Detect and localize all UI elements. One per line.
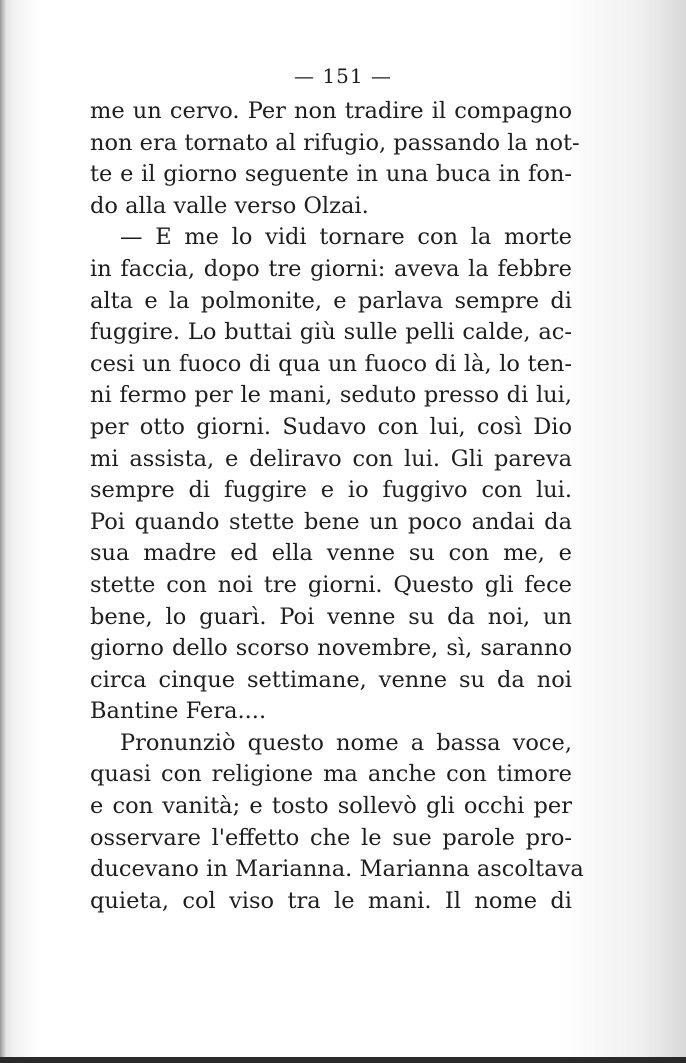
text-line: ni fermo per le mani, seduto presso di lui,	[90, 382, 572, 409]
text-line: e con vanità; e tosto sollevò gli occhi per	[90, 793, 572, 820]
text-line: quieta, col viso tra le mani. Il nome di	[90, 887, 572, 914]
page-bottom-edge	[0, 1057, 686, 1063]
text-line: quasi con religione ma anche con timore	[90, 761, 572, 788]
text-line: Pronunziò questo nome a bassa voce,	[120, 729, 572, 756]
text-line: alta e la polmonite, e parlava sempre di	[90, 287, 572, 314]
text-line: sempre di fuggire e io fuggivo con lui.	[90, 477, 572, 504]
text-line: te e il giorno seguente in una buca in fon-	[90, 161, 572, 188]
text-line: osservare l'effetto che le sue parole pro-	[90, 824, 572, 851]
text-line: Bantine Fera....	[90, 698, 267, 725]
text-line: bene, lo guarì. Poi venne su da noi, un	[90, 603, 572, 630]
page-number: — 151 —	[294, 64, 392, 88]
body-text	[90, 96, 584, 917]
text-line: — E me lo vidi tornare con la morte	[120, 224, 572, 251]
text-line: Poi quando stette bene un poco andai da	[90, 508, 572, 535]
text-line: me un cervo. Per non tradire il compagno	[90, 98, 572, 124]
binding-shadow	[0, 0, 6, 1063]
text-line: non era tornato al rifugio, passando la not-	[90, 129, 580, 156]
text-line: fuggire. Lo buttai giù sulle pelli calde, ac-	[90, 319, 572, 346]
text-line: ducevano in Marianna. Marianna ascoltava	[90, 856, 584, 883]
text-line: sua madre ed ella venne su con me, e	[90, 540, 572, 567]
text-line: giorno dello scorso novembre, sì, saranno	[90, 635, 572, 662]
text-line: per otto giorni. Sudavo con lui, così Dio	[90, 413, 572, 440]
text-line: stette con noi tre giorni. Questo gli fece	[90, 571, 572, 598]
text-line: circa cinque settimane, venne su da noi	[90, 666, 572, 693]
text-line: in faccia, dopo tre giorni: aveva la febbre	[90, 255, 572, 282]
text-line: cesi un fuoco di qua un fuoco di là, lo ten-	[90, 350, 572, 377]
text-line: do alla valle verso Olzai.	[90, 192, 369, 219]
text-line: mi assista, e deliravo con lui. Gli pareva	[90, 445, 572, 472]
